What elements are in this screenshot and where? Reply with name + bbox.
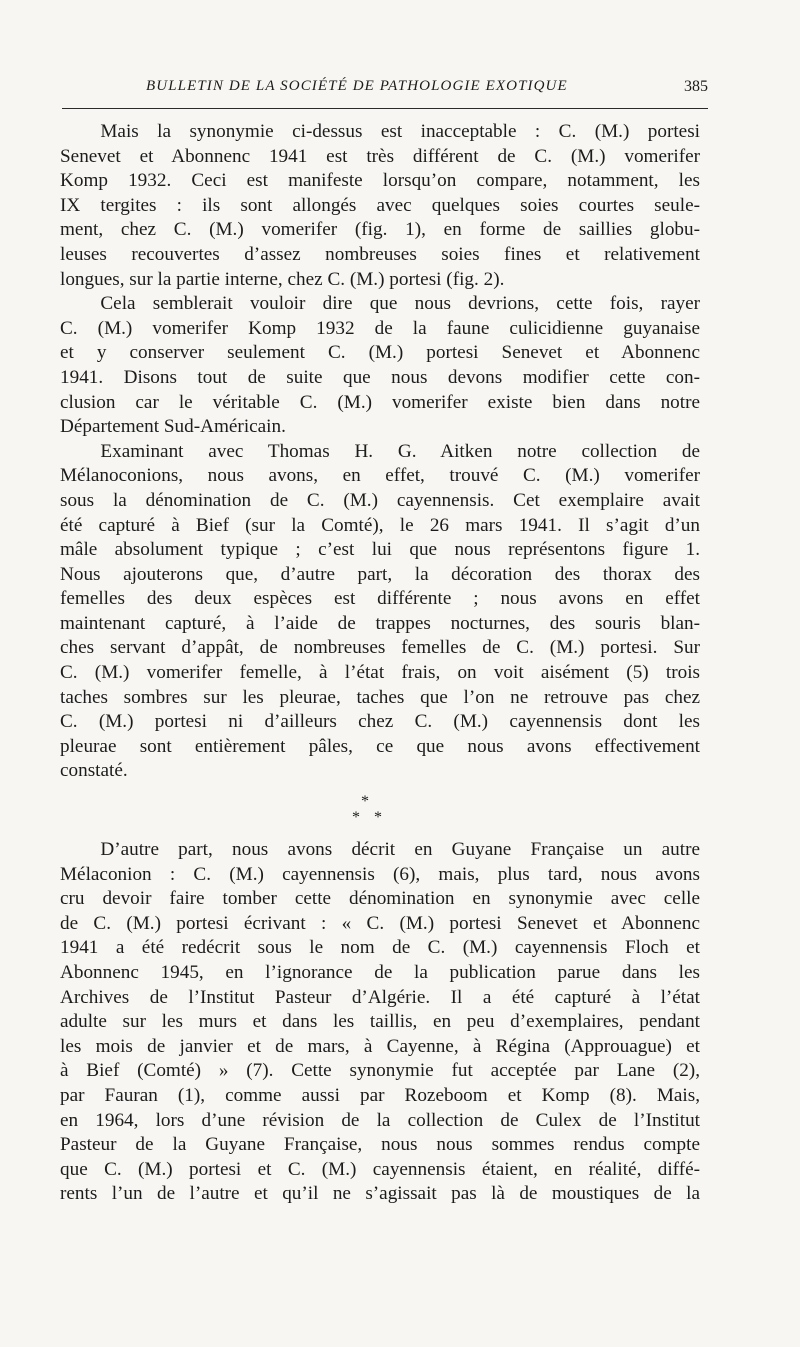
line-text: Senevet et Abonnenc 1941 est très différent de C. (M.) vomerifer (60, 145, 700, 167)
line-text: et y conserver seulement C. (M.) portesi Senevet et Abonnenc (60, 342, 700, 364)
line-text: ment, chez C. (M.) vomerifer (fig. 1), en forme de saillies globu- (60, 219, 700, 241)
text-line (60, 1133, 700, 1158)
line-text: Pasteur de la Guyane Française, nous nous sommes rendus compte (60, 1134, 700, 1156)
body-text (60, 120, 700, 1207)
text-line (60, 912, 700, 937)
line-text: Mélaconion : C. (M.) cayennensis (6), mais, plus tard, nous avons (60, 863, 700, 885)
text-line (60, 1059, 700, 1084)
text-line (60, 391, 700, 416)
paragraph-1 (60, 120, 700, 292)
text-line (60, 341, 700, 366)
text-line (60, 1010, 700, 1035)
line-text: Examinant avec Thomas H. G. Aitken notre collection de (100, 440, 700, 462)
line-text: femelles des deux espèces est différente ; nous avons en effet (60, 588, 700, 610)
text-line (60, 563, 700, 588)
line-text: que C. (M.) portesi et C. (M.) cayennensis étaient, en réalité, diffé- (60, 1158, 700, 1180)
paragraph-3 (60, 440, 700, 784)
text-line (60, 489, 700, 514)
line-text: Archives de l’Institut Pasteur d’Algérie. Il a été capturé à l’état (60, 986, 700, 1008)
text-line (60, 145, 700, 170)
line-text: Département Sud-Américain. (60, 416, 286, 438)
line-text: taches sombres sur les pleurae, taches que l’on ne retrouve pas chez (60, 686, 700, 708)
text-line (60, 1084, 700, 1109)
line-text: clusion car le véritable C. (M.) vomerifer existe bien dans notre (60, 391, 700, 413)
text-line (60, 710, 700, 735)
journal-title: BULLETIN DE LA SOCIÉTÉ DE PATHOLOGIE EXOTIQUE (146, 78, 568, 94)
page-number: 385 (684, 78, 708, 95)
line-text: C. (M.) vomerifer femelle, à l’état frais, on voit aisément (5) trois (60, 662, 700, 684)
line-text: D’autre part, nous avons décrit en Guyane Française un autre (100, 839, 700, 861)
text-line (60, 538, 700, 563)
text-line (60, 887, 700, 912)
line-text: pleurae sont entièrement pâles, ce que nous avons effectivement (60, 735, 700, 757)
paragraph-4 (60, 838, 700, 1207)
line-text: sous la dénomination de C. (M.) cayennensis. Cet exemplaire avait (60, 489, 700, 511)
text-line (60, 415, 700, 440)
text-line (60, 961, 700, 986)
text-line (60, 169, 700, 194)
line-text: les mois de janvier et de mars, à Cayenne, à Régina (Approuague) et (60, 1035, 700, 1057)
text-line (60, 292, 700, 317)
text-line (60, 440, 700, 465)
asterism-bottom: * * (352, 809, 387, 827)
text-line (60, 636, 700, 661)
line-text: ches servant d’appât, de nombreuses femelles de C. (M.) portesi. Sur (60, 637, 700, 659)
line-text: Komp 1932. Ceci est manifeste lorsqu’on compare, notamment, les (60, 170, 700, 192)
text-line (60, 759, 700, 784)
text-line (60, 268, 700, 293)
line-text: mâle absolument typique ; c’est lui que nous représentons figure 1. (60, 539, 700, 561)
line-text: C. (M.) vomerifer Komp 1932 de la faune culicidienne guyanaise (60, 317, 700, 339)
paragraph-2 (60, 292, 700, 440)
line-text: leuses recouvertes d’assez nombreuses soies fines et relativement (60, 243, 700, 265)
text-line (60, 686, 700, 711)
line-text: adulte sur les murs et dans les taillis, en peu d’exemplaires, pendant (60, 1011, 700, 1033)
line-text: Nous ajouterons que, d’autre part, la décoration des thorax des (60, 563, 700, 585)
line-text: cru devoir faire tomber cette dénomination en synonymie avec celle (60, 888, 700, 910)
line-text: constaté. (60, 760, 128, 782)
text-line (60, 1182, 700, 1207)
line-text: C. (M.) portesi ni d’ailleurs chez C. (M.) cayennensis dont les (60, 711, 700, 733)
text-line (60, 661, 700, 686)
text-line (60, 1158, 700, 1183)
text-line (60, 464, 700, 489)
text-line (60, 218, 700, 243)
line-text: Mais la synonymie ci-dessus est inacceptable : C. (M.) portesi (100, 121, 700, 142)
text-line (60, 194, 700, 219)
text-line (60, 612, 700, 637)
text-line (60, 317, 700, 342)
text-line (60, 243, 700, 268)
line-text: à Bief (Comté) » (7). Cette synonymie fut acceptée par Lane (2), (60, 1060, 700, 1082)
text-line (60, 120, 700, 145)
text-line (60, 838, 700, 863)
text-line (60, 587, 700, 612)
text-line (60, 366, 700, 391)
asterism-top: * (361, 793, 369, 811)
line-text: été capturé à Bief (sur la Comté), le 26 mars 1941. Il s’agit d’un (60, 514, 700, 536)
text-line (60, 863, 700, 888)
line-text: 1941. Disons tout de suite que nous devons modifier cette con- (60, 366, 700, 388)
line-text: Cela semblerait vouloir dire que nous devrions, cette fois, rayer (100, 293, 700, 315)
line-text: 1941 a été redécrit sous le nom de C. (M.) cayennensis Floch et (60, 937, 700, 959)
text-line (60, 735, 700, 760)
line-text: par Fauran (1), comme aussi par Rozeboom et Komp (8). Mais, (60, 1084, 700, 1106)
line-text: rents l’un de l’autre et qu’il ne s’agissait pas là de moustiques de la (60, 1183, 700, 1205)
line-text: IX tergites : ils sont allongés avec quelques soies courtes seule- (60, 194, 700, 216)
line-text: de C. (M.) portesi écrivant : « C. (M.) portesi Senevet et Abonnenc (60, 912, 700, 934)
running-header (62, 78, 708, 102)
header-rule (62, 108, 708, 109)
line-text: en 1964, lors d’une révision de la collection de Culex de l’Institut (60, 1109, 700, 1131)
line-text: longues, sur la partie interne, chez C. (M.) portesi (fig. 2). (60, 268, 505, 290)
text-line (60, 936, 700, 961)
section-asterism (60, 788, 700, 838)
text-line (60, 1035, 700, 1060)
text-line (60, 986, 700, 1011)
text-line (60, 514, 700, 539)
line-text: maintenant capturé, à l’aide de trappes nocturnes, des souris blan- (60, 612, 700, 634)
text-line (60, 1109, 700, 1134)
line-text: Abonnenc 1945, en l’ignorance de la publication parue dans les (60, 962, 700, 983)
line-text: Mélanoconions, nous avons, en effet, trouvé C. (M.) vomerifer (60, 465, 700, 487)
